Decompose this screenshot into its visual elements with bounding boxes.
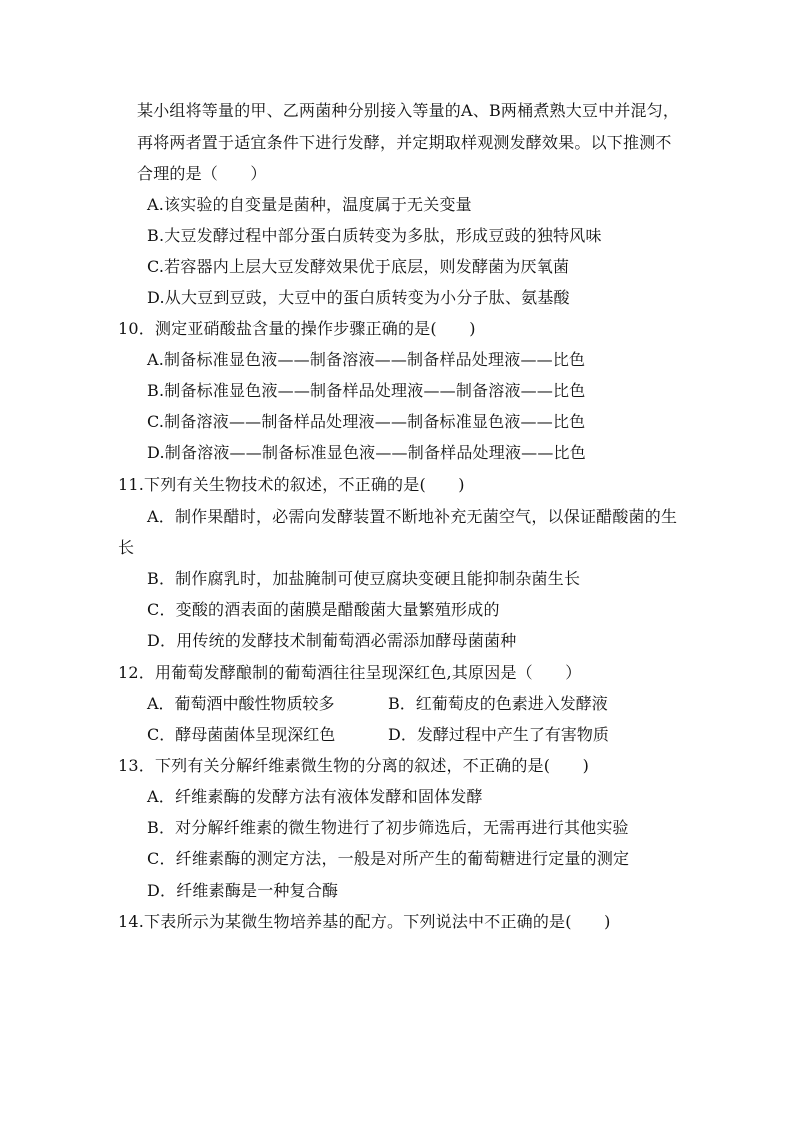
q13-option-a: A．纤维素酶的发酵方法有液体发酵和固体发酵 — [147, 787, 483, 806]
q11-stem: 11.下列有关生物技术的叙述，不正确的是( ) — [118, 475, 465, 494]
q9-stem-line2: 再将两者置于适宜条件下进行发酵，并定期取样观测发酵效果。以下推测不 — [137, 133, 672, 152]
q14-stem: 14.下表所示为某微生物培养基的配方。下列说法中不正确的是( ) — [118, 912, 611, 931]
q10-option-c: C.制备溶液——制备样品处理液——制备标准显色液——比色 — [147, 412, 586, 431]
q12-option-d: D．发酵过程中产生了有害物质 — [388, 725, 609, 744]
q13-option-c: C．纤维素酶的测定方法，一般是对所产生的葡萄糖进行定量的测定 — [147, 849, 630, 868]
q11-option-c: C．变酸的酒表面的菌膜是醋酸菌大量繁殖形成的 — [147, 600, 500, 619]
q9-option-c: C.若容器内上层大豆发酵效果优于底层，则发酵菌为厌氧菌 — [147, 257, 570, 276]
q11-option-a-line1: A．制作果醋时，必需向发酵装置不断地补充无菌空气，以保证醋酸菌的生 — [147, 507, 678, 526]
q12-stem: 12．用葡萄发酵酿制的葡萄酒往往呈现深红色,其原因是（ ） — [118, 663, 582, 682]
q11-option-d: D．用传统的发酵技术制葡萄酒必需添加酵母菌菌种 — [147, 631, 517, 650]
q9-stem-line1: 某小组将等量的甲、乙两菌种分别接入等量的A、B两桶煮熟大豆中并混匀， — [137, 101, 680, 120]
q10-stem: 10．测定亚硝酸盐含量的操作步骤正确的是( ) — [118, 319, 476, 338]
q9-option-a: A.该实验的自变量是菌种，温度属于无关变量 — [147, 195, 472, 214]
q13-option-d: D．纤维素酶是一种复合酶 — [147, 881, 339, 900]
q13-stem: 13．下列有关分解纤维素微生物的分离的叙述，不正确的是( ) — [118, 756, 590, 775]
q11-option-b: B．制作腐乳时，加盐腌制可使豆腐块变硬且能抑制杂菌生长 — [147, 569, 581, 588]
q12-options-row2 — [147, 725, 627, 745]
q10-option-d: D.制备溶液——制备标准显色液——制备样品处理液——比色 — [147, 443, 586, 462]
q9-option-b: B.大豆发酵过程中部分蛋白质转变为多肽，形成豆豉的独特风味 — [147, 226, 602, 245]
q12-options-row1 — [147, 694, 627, 714]
q12-option-b: B．红葡萄皮的色素进入发酵液 — [388, 694, 608, 713]
q9-option-d: D.从大豆到豆豉，大豆中的蛋白质转变为小分子肽、氨基酸 — [147, 288, 570, 307]
q12-option-c: C．酵母菌菌体呈现深红色 — [147, 725, 336, 744]
q9-stem-line3: 合理的是（ ） — [137, 164, 267, 183]
q10-option-b: B.制备标准显色液——制备样品处理液——制备溶液——比色 — [147, 381, 586, 400]
q10-option-a: A.制备标准显色液——制备溶液——制备样品处理液——比色 — [147, 350, 586, 369]
q11-option-a-line2: 长 — [118, 538, 135, 557]
q12-option-a: A．葡萄酒中酸性物质较多 — [147, 694, 335, 713]
q13-option-b: B．对分解纤维素的微生物进行了初步筛选后，无需再进行其他实验 — [147, 818, 629, 837]
